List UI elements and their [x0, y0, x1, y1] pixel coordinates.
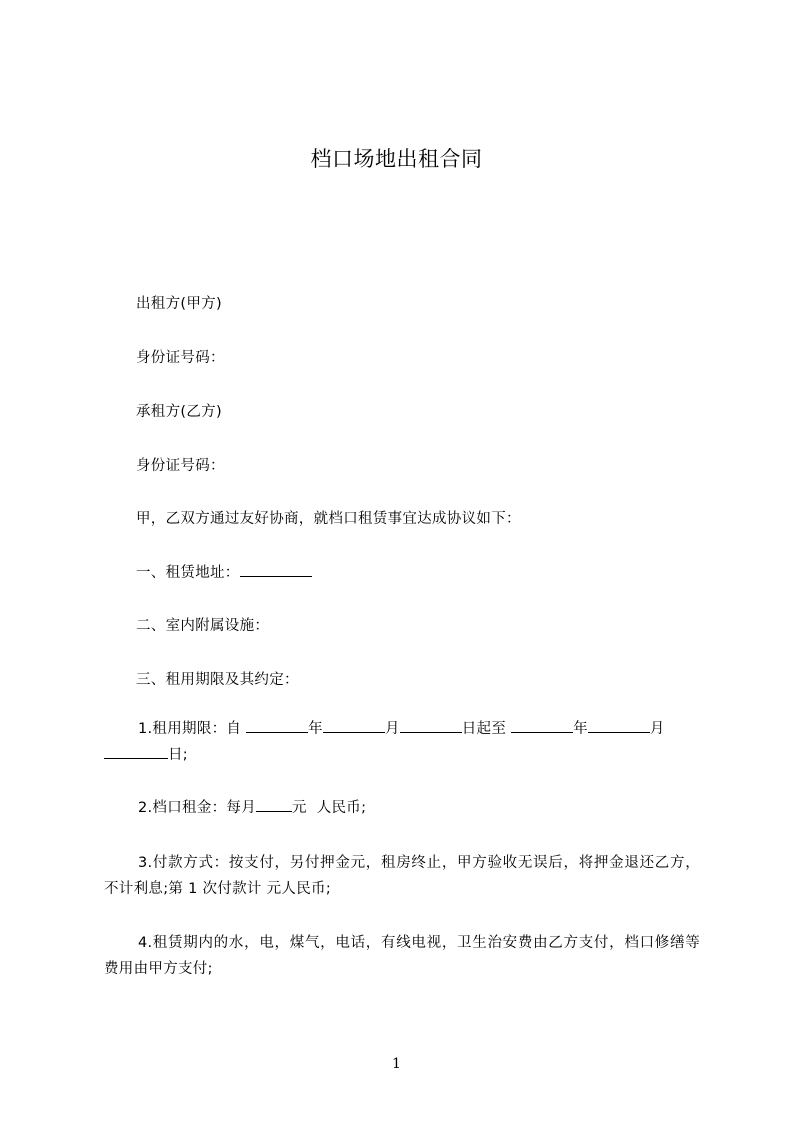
- blank-end-year: [511, 720, 573, 733]
- clause-facilities: 二、室内附属设施：: [136, 618, 270, 634]
- address-blank: [240, 564, 312, 577]
- lessor-id-line: 身份证号码：: [136, 350, 225, 366]
- clause-address-label: 一、租赁地址：: [136, 565, 240, 581]
- blank-start-month: [323, 720, 385, 733]
- item-rent: 2.档口租金：每月 元 人民币;: [138, 800, 367, 816]
- clause-term: 三、租用期限及其约定：: [136, 672, 299, 688]
- page-number: 1: [392, 1056, 401, 1072]
- blank-rent-amount: [256, 799, 292, 812]
- item-lease-period: 1.租用期限：自 年 月 日起至 年 月 日;: [104, 716, 700, 768]
- blank-end-month: [588, 720, 650, 733]
- blank-start-day: [400, 720, 462, 733]
- clause-address: [136, 561, 312, 582]
- document-title: 档口场地出租合同: [310, 147, 483, 171]
- lessor-line: 出租方(甲方): [136, 296, 222, 312]
- lessee-id-line: 身份证号码：: [136, 458, 225, 474]
- item-payment: 3.付款方式：按支付，另付押金元，租房终止，甲方验收无误后，将押金退还乙方，不计利息;第 1 次付款计 元人民币;: [104, 855, 700, 897]
- item-utilities: 4.租赁期内的水，电，煤气，电话，有线电视，卫生治安费由乙方支付，档口修缮等费用由甲方支付;: [104, 935, 700, 977]
- intro-line: 甲，乙双方通过友好协商，就档口租赁事宜达成协议如下：: [136, 511, 521, 527]
- blank-end-day: [104, 746, 168, 759]
- blank-start-year: [246, 720, 308, 733]
- lessee-line: 承租方(乙方): [136, 404, 222, 420]
